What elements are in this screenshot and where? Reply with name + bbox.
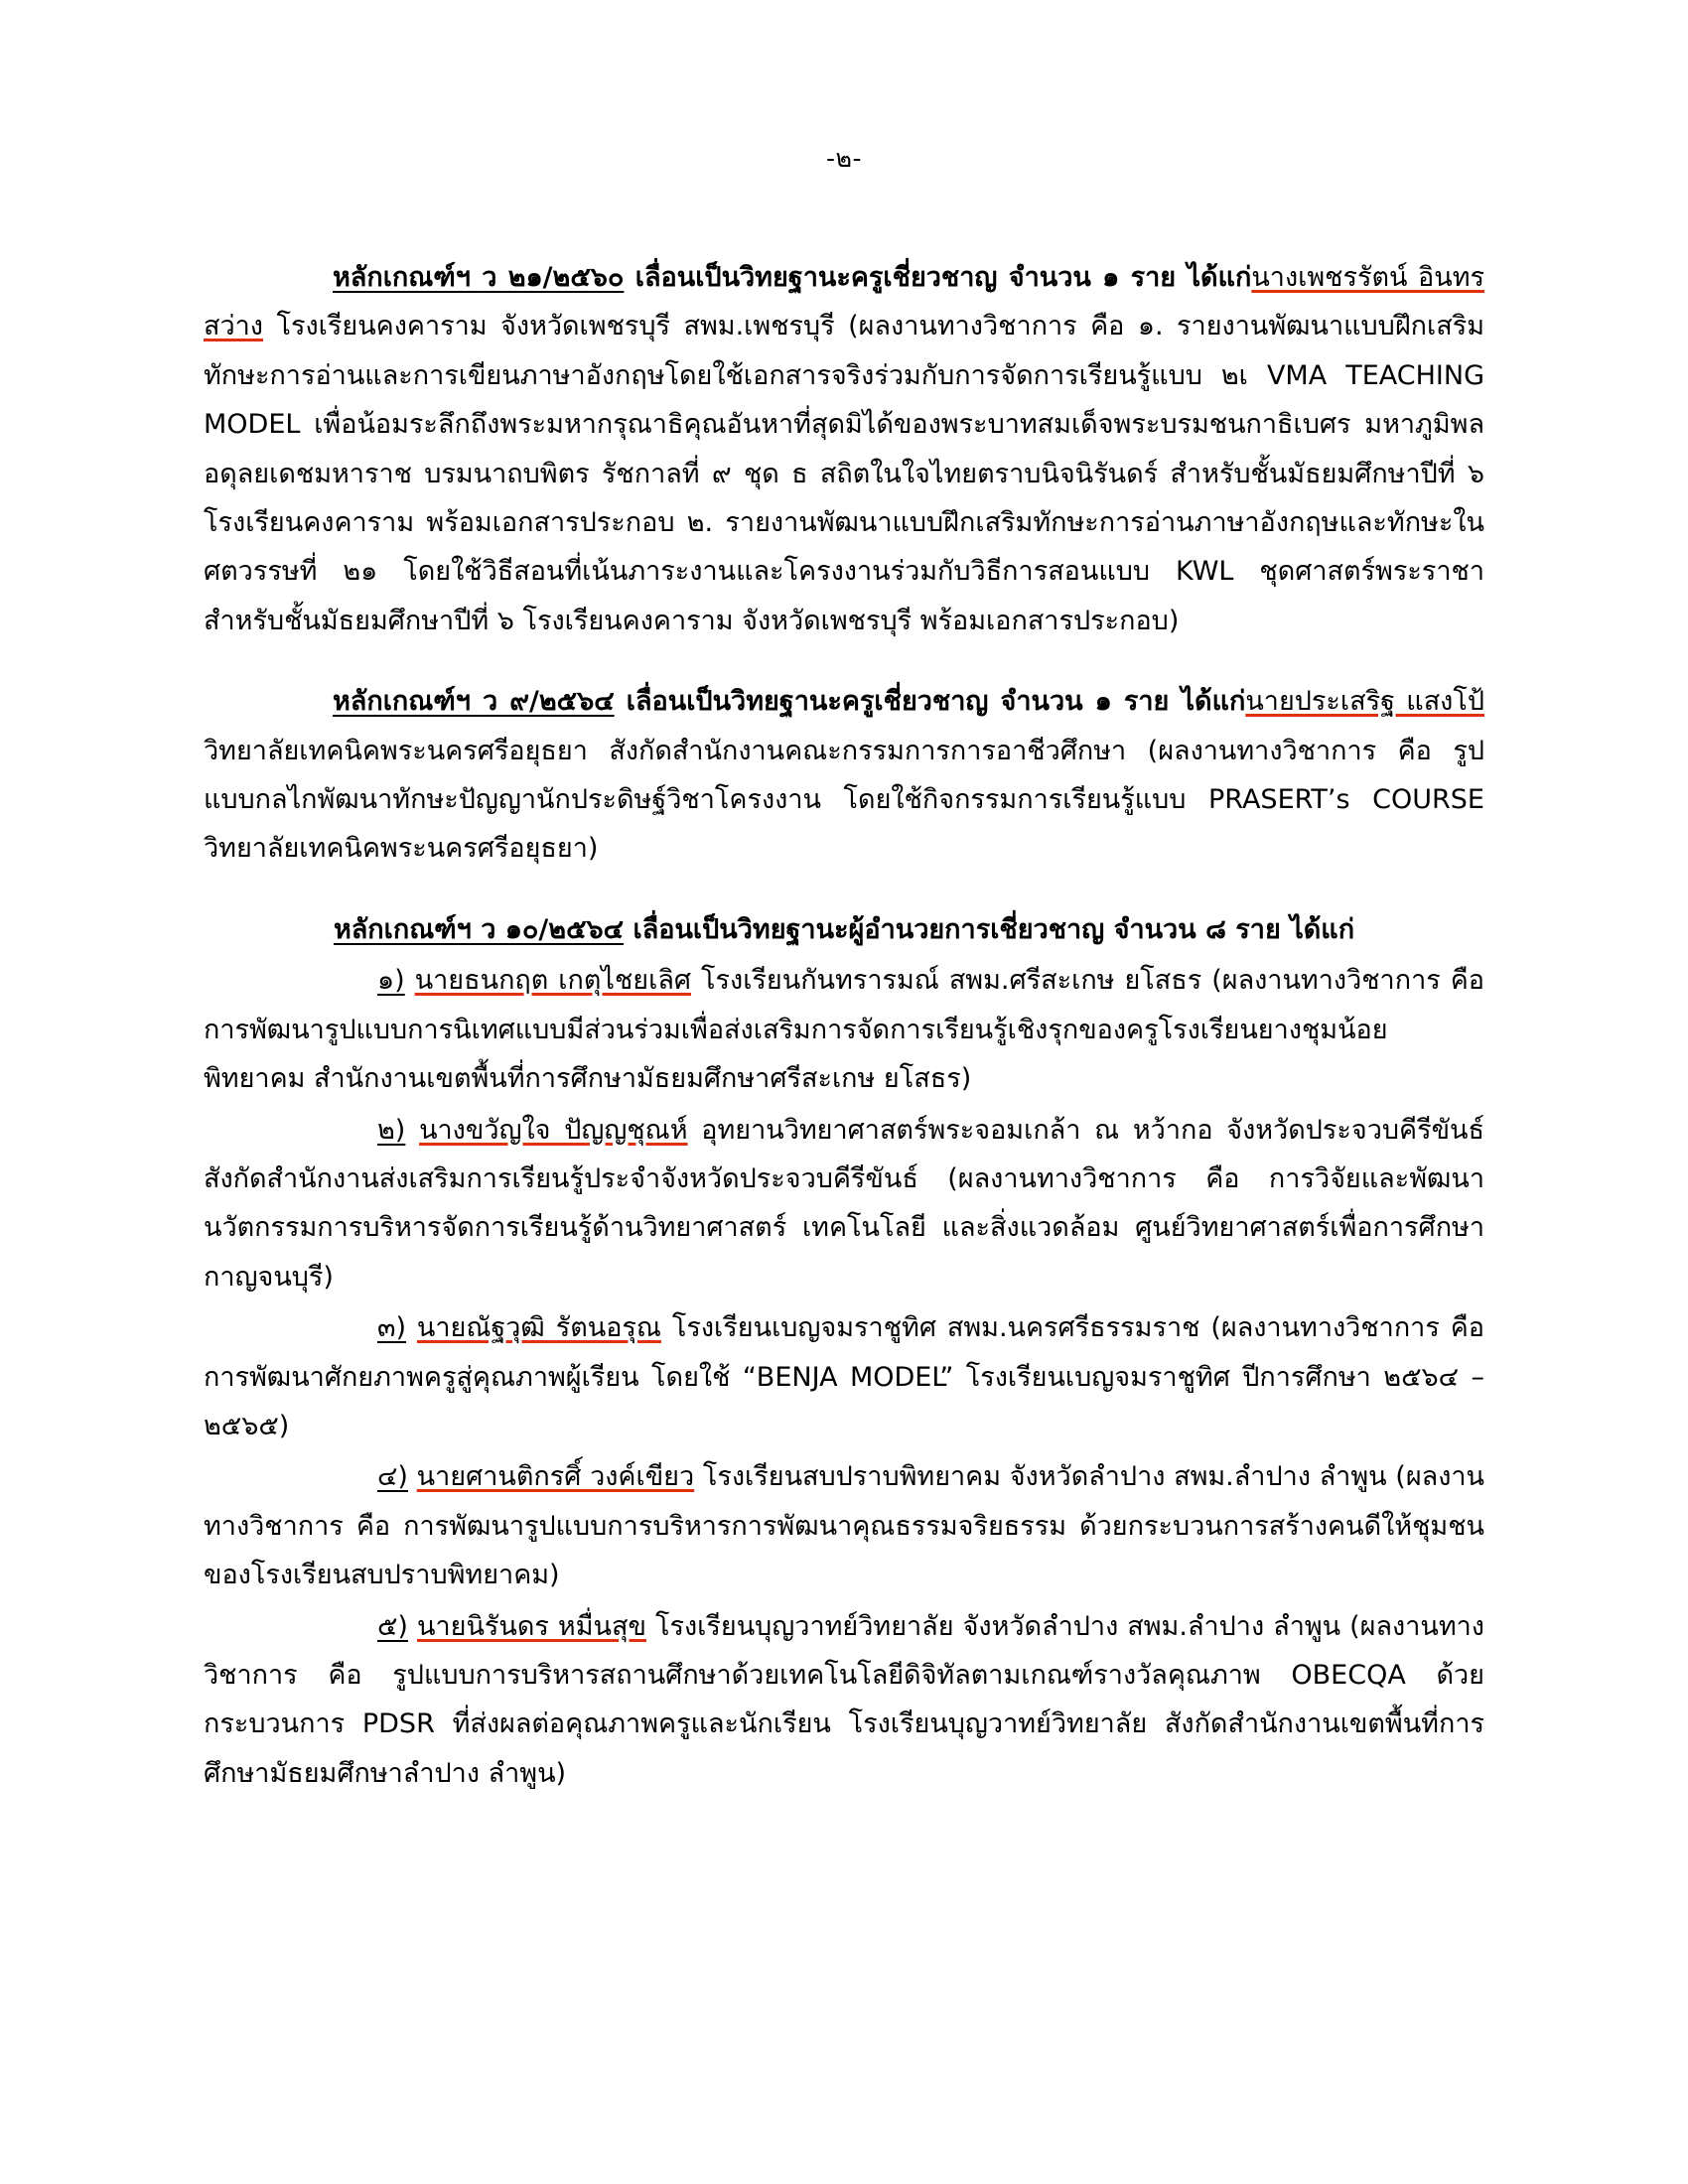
item-number: ๑)	[377, 965, 405, 997]
item-number: ๕)	[377, 1610, 408, 1642]
spacer	[204, 876, 1484, 905]
list-item	[204, 1106, 1484, 1302]
item-body: โรงเรียนบุญวาทย์วิทยาลัย จังหวัดลำปาง สพม.ลำปาง ลำพูน (ผลงานทางวิชาการ คือ รูปแบบการบริหารสถานศึกษาด้วยเทคโนโลยีดิจิทัลตามเกณฑ์รางวัลคุณภาพ OBECQA ด้วยกระบวนการ PDSR ที่ส่งผลต่อคุณภาพครูและนักเรียน โรงเรียนบุญวาทย์วิทยาลัย สังกัดสำนักงานเขตพื้นที่การศึกษามัธยมศึกษาลำปาง ลำพูน)	[204, 1610, 1484, 1789]
item-number: ๔)	[377, 1461, 408, 1493]
section-heading-v10: หลักเกณฑ์ฯ ว ๑๐/๒๕๖๔	[333, 913, 625, 945]
item-body: โรงเรียนสบปราบพิทยาคม จังหวัดลำปาง สพม.ลำปาง ลำพูน (ผลงานทางวิชาการ คือ การพัฒนารูปแบบการบริหารการพัฒนาคุณธรรมจริยธรรม ด้วยกระบวนการสร้างคนดีให้ชุมชนของโรงเรียนสบปราบพิทยาคม)	[204, 1461, 1484, 1591]
section-heading-v21: หลักเกณฑ์ฯ ว ๒๑/๒๕๖๐	[333, 262, 625, 293]
person-name-highlight: นางเพชรรัตน์ อินทรสว่าง	[204, 262, 1484, 342]
section-v10-2564-heading	[204, 905, 1484, 954]
item-body: อุทยานวิทยาศาสตร์พระจอมเกล้า ณ หว้ากอ จังหวัดประจวบคีรีขันธ์ สังกัดสำนักงานส่งเสริมการเรียนรู้ประจำจังหวัดประจวบคีรีขันธ์ (ผลงานทางวิชาการ คือ การวิจัยและพัฒนานวัตกรรมการบริหารจัดการเรียนรู้ด้านวิทยาศาสตร์ เทคโนโลยี และสิ่งแวดล้อม ศูนย์วิทยาศาสตร์เพื่อการศึกษากาญจนบุรี)	[204, 1114, 1484, 1293]
person-name-highlight: นายประเสริฐ แสงโป้	[1245, 686, 1484, 718]
person-name-highlight: นายศานติกรศิ์ วงค์เขียว	[416, 1461, 695, 1493]
list-item	[204, 956, 1484, 1103]
section-v9-2564	[204, 677, 1484, 874]
list-item	[204, 1452, 1484, 1599]
person-name-highlight: นางขวัญใจ ปัญญชุณห์	[419, 1114, 688, 1146]
section-heading-rest-v10: เลื่อนเป็นวิทยฐานะผู้อำนวยการเชี่ยวชาญ จำนวน ๘ ราย ได้แก่	[624, 913, 1355, 945]
section-heading-v9: หลักเกณฑ์ฯ ว ๙/๒๕๖๔	[333, 686, 615, 718]
spacer	[204, 647, 1484, 677]
item-number: ๒)	[377, 1114, 406, 1146]
item-body: โรงเรียนเบญจมราชูทิศ สพม.นครศรีธรรมราช (ผลงานทางวิชาการ คือ การพัฒนาศักยภาพครูสู่คุณภาพผู้เรียน โดยใช้ “BENJA MODEL” โรงเรียนเบญจมราชูทิศ ปีการศึกษา ๒๕๖๔ – ๒๕๖๕)	[204, 1312, 1485, 1441]
person-name-highlight: นายธนกฤต เกตุไชยเลิศ	[414, 965, 692, 997]
section-heading-rest-v9: เลื่อนเป็นวิทยฐานะครูเชี่ยวชาญ จำนวน ๑ ราย ได้แก่	[614, 686, 1246, 718]
item-number: ๓)	[377, 1312, 406, 1344]
list-item	[204, 1303, 1484, 1450]
section-v21-2560	[204, 253, 1484, 645]
page-number: -๒-	[825, 144, 863, 173]
person-name-highlight: นายณัฐวุฒิ รัตนอรุณ	[416, 1312, 661, 1344]
list-item	[204, 1602, 1484, 1799]
person-name-highlight: นายนิรันดร หมื่นสุข	[417, 1610, 646, 1642]
item-body: โรงเรียนกันทรารมณ์ สพม.ศรีสะเกษ ยโสธร (ผลงานทางวิชาการ คือ การพัฒนารูปแบบการนิเทศแบบมีส่วนร่วมเพื่อส่งเสริมการจัดการเรียนรู้เชิงรุกของครูโรงเรียนยางชุมน้อยพิทยาคม สำนักงานเขตพื้นที่การศึกษามัธยมศึกษาศรีสะเกษ ยโสธร)	[204, 965, 1484, 1095]
section-body-v9: วิทยาลัยเทคนิคพระนครศรีอยุธยา สังกัดสำนักงานคณะกรรมการการอาชีวศึกษา (ผลงานทางวิชาการ คือ รูปแบบกลไกพัฒนาทักษะปัญญานักประดิษฐ์วิชาโครงงาน โดยใช้กิจกรรมการเรียนรู้แบบ PRASERT’s COURSE วิทยาลัยเทคนิคพระนครศรีอยุธยา)	[204, 735, 1484, 865]
section-heading-rest-v21: เลื่อนเป็นวิทยฐานะครูเชี่ยวชาญ จำนวน ๑ ราย ได้แก่	[624, 262, 1252, 293]
section-body-v21: โรงเรียนคงคาราม จังหวัดเพชรบุรี สพม.เพชรบุรี (ผลงานทางวิชาการ คือ ๑. รายงานพัฒนาแบบฝึกเสริมทักษะการอ่านและการเขียนภาษาอังกฤษโดยใช้เอกสารจริงร่วมกับการจัดการเรียนรู้แบบ ๒เ VMA TEACHING MODEL เพื่อน้อมระลึกถึงพระมหากรุณาธิคุณอันหาที่สุดมิได้ของพระบาทสมเด็จพระบรมชนกาธิเบศร มหาภูมิพลอดุลยเดชมหาราช บรมนาถบพิตร รัชกาลที่ ๙ ชุด ธ สถิตในใจไทยตราบนิจนิรันดร์ สำหรับชั้นมัธยมศึกษาปีที่ ๖ โรงเรียนคงคาราม พร้อมเอกสารประกอบ ๒. รายงานพัฒนาแบบฝึกเสริมทักษะการอ่านภาษาอังกฤษและทักษะในศตวรรษที่ ๒๑ โดยใช้วิธีสอนที่เน้นภาระงานและโครงงานร่วมกับวิธีการสอนแบบ KWL ชุดศาสตร์พระราชา สำหรับชั้นมัธยมศึกษาปีที่ ๖ โรงเรียนคงคาราม จังหวัดเพชรบุรี พร้อมเอกสารประกอบ)	[204, 311, 1484, 636]
